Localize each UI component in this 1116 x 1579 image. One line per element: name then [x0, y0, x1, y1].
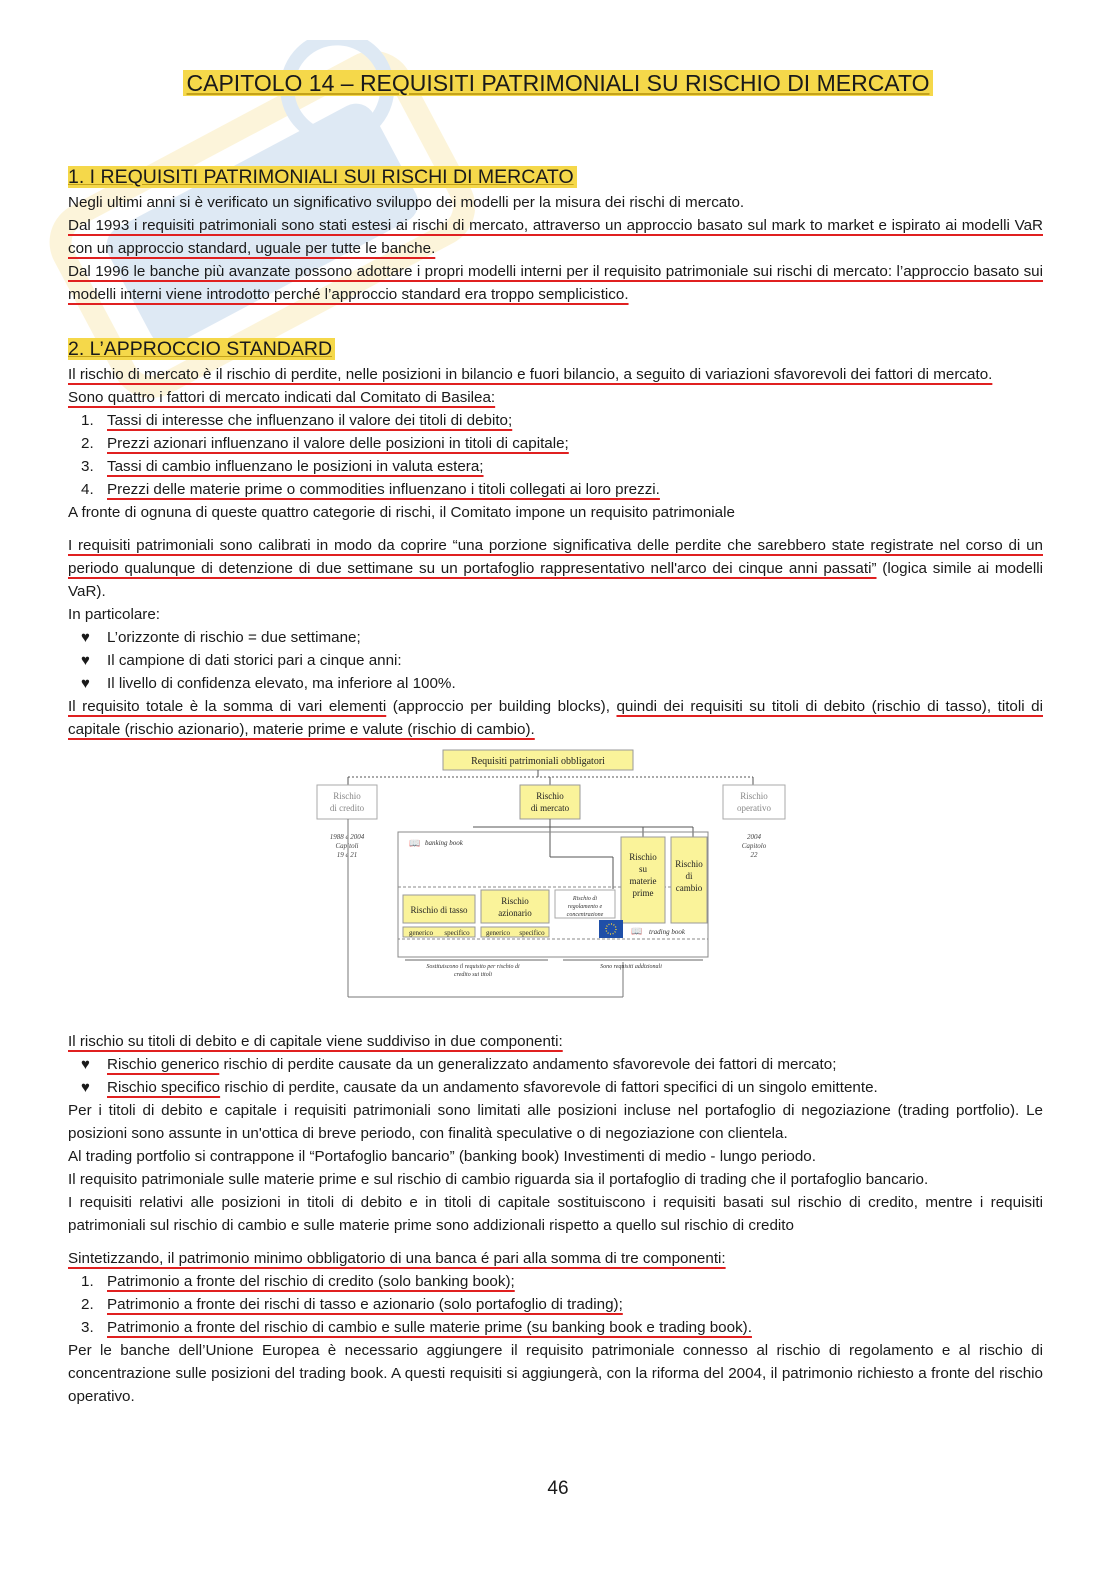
section2-paragraph-5: In particolare: [68, 606, 161, 623]
list-item: ♥ Rischio specifico rischio di perdite, causate da un andamento sfavorevole di fattori specifici di un singolo emittente. [68, 1076, 1043, 1099]
capital-requirements-diagram [68, 747, 1043, 1022]
section2-paragraph-6: Il requisito totale è la somma di vari elementi (approccio per building blocks), quindi dei requisiti su titoli di debito (rischio di tasso), titoli di capitale (rischio azionario), materie prime e valute (rischio di cambio). [68, 698, 1043, 738]
list-item: 1. Tassi di interesse che influenzano il valore dei titoli di debito; [81, 412, 513, 429]
svg-text:Sostituiscono il requisito per: Sostituiscono il requisito per rischio di [426, 964, 520, 970]
section3-paragraph-5: I requisiti relativi alle posizioni in titoli di debito e in titoli di capitale sostituiscono i requisiti basati sul rischio di credito, mentre i requisiti patrimoniali sul rischio di cambio e sulle materie prime sono addizionali rispetto a quello sul rischio di credito [68, 1194, 1043, 1234]
eu-flag-icon [599, 920, 623, 938]
list-item: ♥ Il campione di dati storici pari a cinque anni: [68, 649, 1043, 672]
section3-paragraph-7: Per le banche dell’Unione Europea è necessario aggiungere il requisito patrimoniale connesso al rischio di regolamento e al rischio di concentrazione sulle posizioni del trading book. A questi requisiti si aggiungerà, con la riforma del 2004, il patrimonio richiesto a fronte del rischio operativo. [68, 1342, 1043, 1405]
svg-text:su: su [638, 864, 648, 874]
svg-text:generico: generico [408, 929, 434, 937]
section3-paragraph-6: Sintetizzando, il patrimonio minimo obbligatorio di una banca é pari alla somma di tre componenti: [68, 1250, 726, 1267]
section3-paragraph-4: Il requisito patrimoniale sulle materie prime e sul rischio di cambio riguarda sia il portafoglio di trading che il portafoglio bancario. [68, 1171, 929, 1188]
diagram-top-label: Requisiti patrimoniali obbligatori [471, 756, 605, 767]
svg-text:trading book: trading book [649, 928, 685, 936]
section1-heading: 1. I REQUISITI PATRIMONIALI SUI RISCHI DI MERCATO [68, 164, 1043, 191]
svg-text:concentrazione: concentrazione [566, 912, 604, 918]
section2-paragraph-1: Il rischio di mercato è il rischio di perdite, nelle posizioni in bilancio e fuori bilancio, a seguito di variazioni sfavorevoli dei fattori di mercato. [68, 366, 993, 383]
svg-text:2004: 2004 [747, 833, 761, 841]
summary-list [68, 1270, 1043, 1339]
section3-paragraph-2: Per i titoli di debito e capitale i requisiti patrimoniali sono limitati alle posizioni incluse nel portafoglio di negoziazione (trading portfolio). Le posizioni sono assunte in un'ottica di breve periodo, con finalità speculative o di negoziazione con clientela. [68, 1102, 1043, 1142]
svg-text:Rischio: Rischio [740, 791, 768, 801]
svg-text:22: 22 [750, 851, 758, 859]
heart-bullet-icon: ♥ [81, 1079, 90, 1096]
svg-text:specifico: specifico [519, 929, 545, 937]
svg-text:credito sui titoli: credito sui titoli [453, 972, 493, 978]
svg-text:Rischio: Rischio [333, 791, 361, 801]
market-factors-list [68, 409, 1043, 501]
heart-bullet-icon: ♥ [81, 1056, 90, 1073]
list-item: 1. Patrimonio a fronte del rischio di credito (solo banking book); [81, 1273, 515, 1290]
svg-text:Capitoli: Capitoli [335, 842, 359, 850]
svg-text:Capitolo: Capitolo [741, 842, 767, 850]
list-item: 2. Patrimonio a fronte dei rischi di tasso e azionario (solo portafoglio di trading); [81, 1296, 623, 1313]
svg-text:Rischio: Rischio [629, 852, 657, 862]
svg-text:generico: generico [485, 929, 511, 937]
section1-paragraph-1: Negli ultimi anni si è verificato un significativo sviluppo dei modelli per la misura dei rischi di mercato. [68, 194, 745, 211]
document-body [68, 164, 1043, 1408]
svg-text:Rischio: Rischio [501, 896, 529, 906]
svg-text:Rischio di: Rischio di [572, 896, 598, 902]
list-item: ♥ L’orizzonte di rischio = due settimane; [68, 626, 1043, 649]
svg-text:operativo: operativo [737, 803, 771, 813]
svg-text:Rischio: Rischio [536, 791, 564, 801]
heart-bullet-icon: ♥ [81, 629, 90, 646]
section1-paragraph-2: Dal 1993 i requisiti patrimoniali sono stati estesi ai rischi di mercato, attraverso un approccio basato sul mark to market e ispirato ai modelli VaR con un approccio standard, uguale per tutte le banche. [68, 217, 1043, 257]
svg-text:prime: prime [632, 888, 654, 898]
risk-components-list [68, 1053, 1043, 1099]
svg-text:di mercato: di mercato [530, 803, 570, 813]
section2-paragraph-3: A fronte di ognuna di queste quattro categorie di rischi, il Comitato impone un requisito patrimoniale [68, 504, 735, 521]
svg-text:1988 e 2004: 1988 e 2004 [329, 833, 365, 841]
svg-text:di: di [685, 871, 693, 881]
list-item: 4. Prezzi delle materie prime o commodities influenzano i titoli collegati ai loro prezzi. [81, 481, 660, 498]
heart-bullet-icon: ♥ [81, 675, 90, 692]
section2-heading: 2. L’APPROCCIO STANDARD [68, 336, 1043, 363]
section3-paragraph-3: Al trading portfolio si contrappone il “Portafoglio bancario” (banking book) Investimenti di medio - lungo periodo. [68, 1148, 816, 1165]
section2-paragraph-2: Sono quattro i fattori di mercato indicati dal Comitato di Basilea: [68, 389, 496, 406]
chapter-title: CAPITOLO 14 – REQUISITI PATRIMONIALI SU RISCHIO DI MERCATO [0, 70, 1116, 97]
section1-paragraph-3: Dal 1996 le banche più avanzate possono adottare i propri modelli interni per il requisito patrimoniale sui rischi di mercato: l’approccio basato sui modelli interni viene introdotto perché l’approccio standard era troppo semplicistico. [68, 263, 1043, 303]
svg-text:Rischio: Rischio [675, 859, 703, 869]
section2-paragraph-4: I requisiti patrimoniali sono calibrati in modo da coprire “una porzione significativa delle perdite che sarebbero state registrate nel corso di un periodo qualunque di detenzione di due settimane su un portafoglio rappresentativo nell'arco dei cinque anni passati” (logica simile ai modelli VaR). [68, 537, 1043, 600]
svg-text:Sono requisiti addizionali: Sono requisiti addizionali [600, 964, 662, 970]
list-item: 2. Prezzi azionari influenzano il valore delle posizioni in titoli di capitale; [81, 435, 569, 452]
svg-text:di credito: di credito [329, 803, 365, 813]
svg-text:materie: materie [629, 876, 657, 886]
svg-text:azionario: azionario [498, 908, 532, 918]
svg-text:specifico: specifico [444, 929, 470, 937]
list-item: ♥ Rischio generico rischio di perdite causate da un generalizzato andamento sfavorevole dei fattori di mercato; [68, 1053, 1043, 1076]
svg-text:📖: 📖 [631, 926, 643, 936]
section3-paragraph-1: Il rischio su titoli di debito e di capitale viene suddiviso in due componenti: [68, 1033, 563, 1050]
svg-text:cambio: cambio [675, 883, 703, 893]
svg-text:📖: 📖 [409, 838, 421, 848]
list-item: ♥ Il livello di confidenza elevato, ma inferiore al 100%. [68, 672, 1043, 695]
svg-text:Rischio di tasso: Rischio di tasso [410, 905, 468, 915]
list-item: 3. Tassi di cambio influenzano le posizioni in valuta estera; [81, 458, 484, 475]
list-item: 3. Patrimonio a fronte del rischio di cambio e sulle materie prime (su banking book e trading book). [81, 1319, 752, 1336]
diagram-azionario-box [481, 890, 549, 923]
svg-text:regolamento e: regolamento e [567, 904, 603, 910]
parameters-list [68, 626, 1043, 695]
page-number: 46 [547, 1478, 569, 1499]
svg-text:banking book: banking book [425, 839, 463, 847]
heart-bullet-icon: ♥ [81, 652, 90, 669]
svg-text:19 e 21: 19 e 21 [336, 851, 358, 859]
